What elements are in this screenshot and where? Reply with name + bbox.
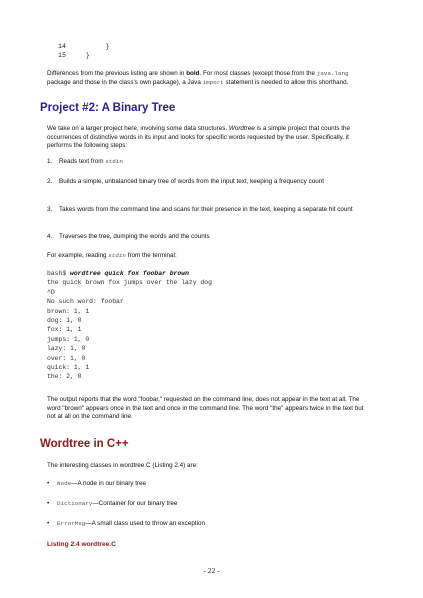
- example-paragraph: [47, 252, 367, 261]
- list-number: 1.: [47, 158, 53, 165]
- terminal-line: over: 1, 0: [47, 354, 86, 362]
- list-text: [59, 158, 359, 167]
- text-run: is a simple project that counts the occurrences of distinctive words in its input and looks for specific words requested by the user. Specifically, it performs the following steps:: [47, 125, 350, 150]
- bullet-icon: •: [47, 500, 50, 507]
- list-text: Traverses the tree, dumping the words and the counts: [59, 233, 210, 240]
- text-run: —A node in our binary tree: [71, 480, 147, 487]
- project-paragraph: [47, 125, 367, 151]
- text-run: package and those in the class's own package), a Java: [47, 78, 203, 86]
- code-line: 14 }: [58, 43, 110, 50]
- terminal-line: the quick brown fox jumps over the lazy dog: [47, 279, 212, 287]
- code-term: java.lang: [316, 70, 349, 77]
- terminal-line: lazy: 1, 0: [47, 345, 86, 353]
- code-term: import: [202, 78, 224, 86]
- terminal-line: fox: 1, 1: [47, 326, 82, 334]
- text-run: statement is needed to allow this shorthand.: [223, 78, 349, 86]
- text-run: from the terminal:: [125, 252, 177, 259]
- list-number: 2.: [47, 178, 53, 185]
- list-text: Takes words from the command line and scans for their presence in the text, keeping a separate hit count: [59, 206, 353, 213]
- terminal-line: brown: 1, 1: [47, 307, 90, 315]
- listing-title: Listing 2.4 wordtree.C: [47, 541, 116, 548]
- text-run: Reads text from: [59, 158, 106, 165]
- text-run: We take on a larger project here, involving some data structures.: [47, 125, 229, 132]
- terminal-output: [47, 269, 212, 382]
- bullet-text: [57, 520, 205, 529]
- bullet-text: [57, 500, 177, 509]
- bullet-icon: •: [47, 480, 50, 487]
- code-term: Dictionary: [57, 500, 93, 507]
- terminal-line: jumps: 1, 0: [47, 335, 90, 343]
- code-term: ErrorMsg: [57, 520, 86, 527]
- code-term: stdin: [105, 158, 123, 165]
- italic-text: Wordtree: [228, 125, 255, 132]
- text-run: —Container for our binary tree: [92, 500, 178, 507]
- list-number: 4.: [47, 233, 53, 240]
- terminal-line: the: 2, 0: [47, 373, 82, 381]
- classes-paragraph: The interesting classes in wordtree.C (Listing 2.4) are:: [47, 462, 198, 469]
- code-term: Node: [57, 480, 72, 487]
- terminal-line: No such word: foobar: [47, 298, 124, 306]
- page-number: - 22 -: [203, 566, 220, 575]
- text-run: For example, reading: [47, 252, 109, 259]
- list-number: 3.: [47, 206, 53, 213]
- intro-paragraph: [47, 70, 367, 87]
- terminal-line: ^D: [47, 288, 55, 296]
- code-term: stdin: [108, 252, 126, 259]
- output-paragraph: The output reports that the word "foobar," requested on the command line, does not appear in the text at all. The word "brown" appears once in the text and once in the command line. The word "the" appears twice in the text but not at all on the command line.: [47, 396, 364, 421]
- terminal-command-line: [47, 269, 212, 278]
- terminal-line: dog: 1, 0: [47, 317, 82, 325]
- text-run: . For most classes (except those from the: [199, 70, 317, 77]
- list-text: Builds a simple, unbalanced binary tree of words from the input text, keeping a frequency count: [59, 178, 324, 185]
- bullet-text: [57, 480, 146, 489]
- terminal-command: wordtree quick fox foobar brown: [70, 270, 189, 277]
- bold-text: bold: [186, 70, 200, 77]
- terminal-prompt: bash$: [47, 270, 71, 277]
- text-run: —A small class used to throw an exception: [85, 520, 205, 527]
- terminal-line: quick: 1, 1: [47, 364, 90, 372]
- code-line: 15 }: [58, 52, 90, 59]
- section-heading-cpp: Wordtree in C++: [40, 438, 129, 450]
- section-heading: Project #2: A Binary Tree: [40, 102, 176, 114]
- text-run: Differences from the previous listing are shown in: [47, 70, 187, 77]
- bullet-icon: •: [47, 520, 50, 527]
